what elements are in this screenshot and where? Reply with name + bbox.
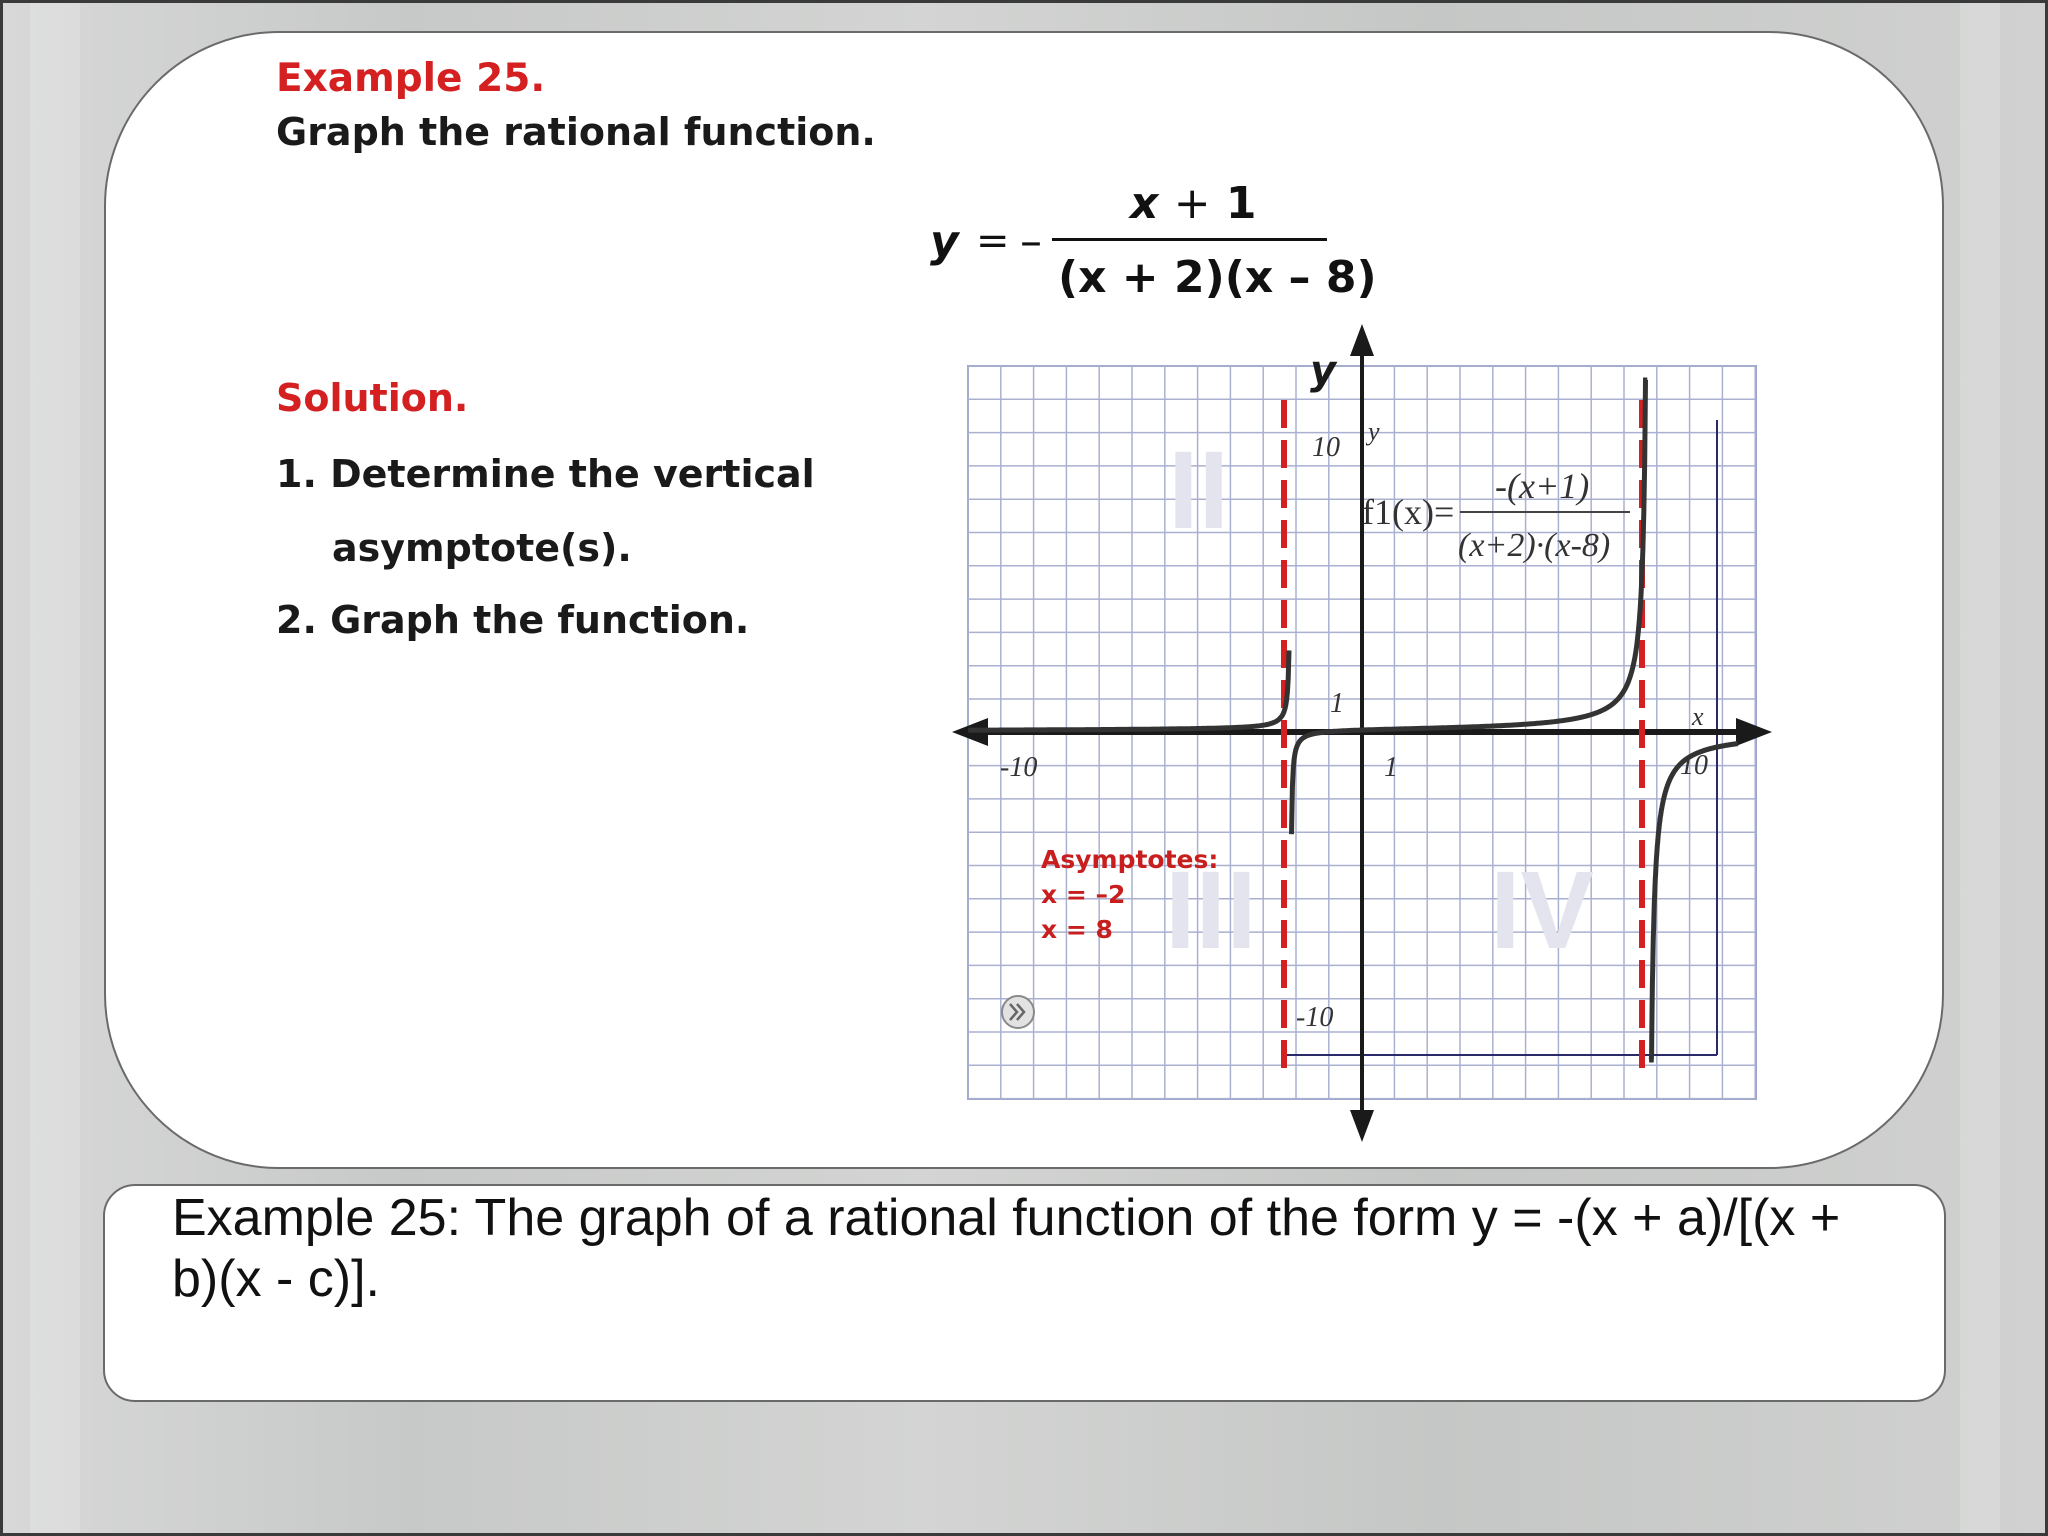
- fraction-bar: [1052, 238, 1327, 241]
- caption-text: Example 25: The graph of a rational function of the form y = -(x + a)/[(x + b)(x - c)].: [172, 1189, 1841, 1308]
- y-axis-bottom-arrow: [1350, 1110, 1374, 1142]
- formula-numerator-var: x: [1130, 178, 1159, 229]
- background-stripe: [1960, 0, 2000, 1536]
- formula-lhs: y: [930, 216, 959, 267]
- example-label: Example 25.: [276, 56, 546, 101]
- formula-denominator: (x + 2)(x – 8): [1058, 252, 1377, 303]
- rational-formula: [930, 178, 1400, 308]
- function-graph: [950, 320, 1780, 1150]
- asymptote-1-label: x = –2: [1041, 880, 1126, 909]
- tick-label-y-1: 1: [1330, 688, 1344, 719]
- function-denominator: (x+2)·(x-8): [1458, 527, 1611, 564]
- calc-x-label: x: [1692, 702, 1704, 731]
- formula-numerator-op: +: [1173, 178, 1211, 229]
- tick-label-y-10: 10: [1312, 432, 1340, 463]
- background-stripe: [30, 0, 80, 1536]
- function-label: f1(x)=: [1362, 492, 1455, 532]
- quadrant-label-2: II: [1168, 429, 1230, 552]
- y-axis-label: y: [1310, 348, 1337, 394]
- formula-equals: =: [976, 218, 1010, 264]
- instruction-text: Graph the rational function.: [276, 110, 876, 154]
- formula-sign: –: [1020, 216, 1042, 267]
- step-1-line-2: asymptote(s).: [332, 526, 632, 570]
- tick-label-x-10: 10: [1680, 750, 1708, 781]
- quadrant-label-3: III: [1165, 849, 1257, 972]
- formula-numerator: [1130, 178, 1257, 229]
- tick-label-y-neg10: -10: [1296, 1002, 1334, 1033]
- asymptotes-title: Asymptotes:: [1041, 845, 1219, 874]
- tick-label-x-neg10: -10: [1000, 752, 1038, 783]
- step-1: [276, 450, 815, 572]
- double-chevron-right-icon[interactable]: [1002, 996, 1034, 1028]
- function-numerator: -(x+1): [1495, 466, 1590, 506]
- solution-label: Solution.: [276, 376, 469, 420]
- formula-numerator-const: 1: [1225, 178, 1257, 229]
- step-1-line-1: 1. Determine the vertical: [276, 452, 815, 496]
- asymptote-2-label: x = 8: [1041, 915, 1113, 944]
- step-2: 2. Graph the function.: [276, 598, 750, 642]
- y-axis-top-arrow: [1350, 324, 1374, 356]
- quadrant-label-4: IV: [1490, 849, 1594, 972]
- calc-y-label: y: [1368, 417, 1380, 446]
- tick-label-x-1: 1: [1384, 752, 1398, 783]
